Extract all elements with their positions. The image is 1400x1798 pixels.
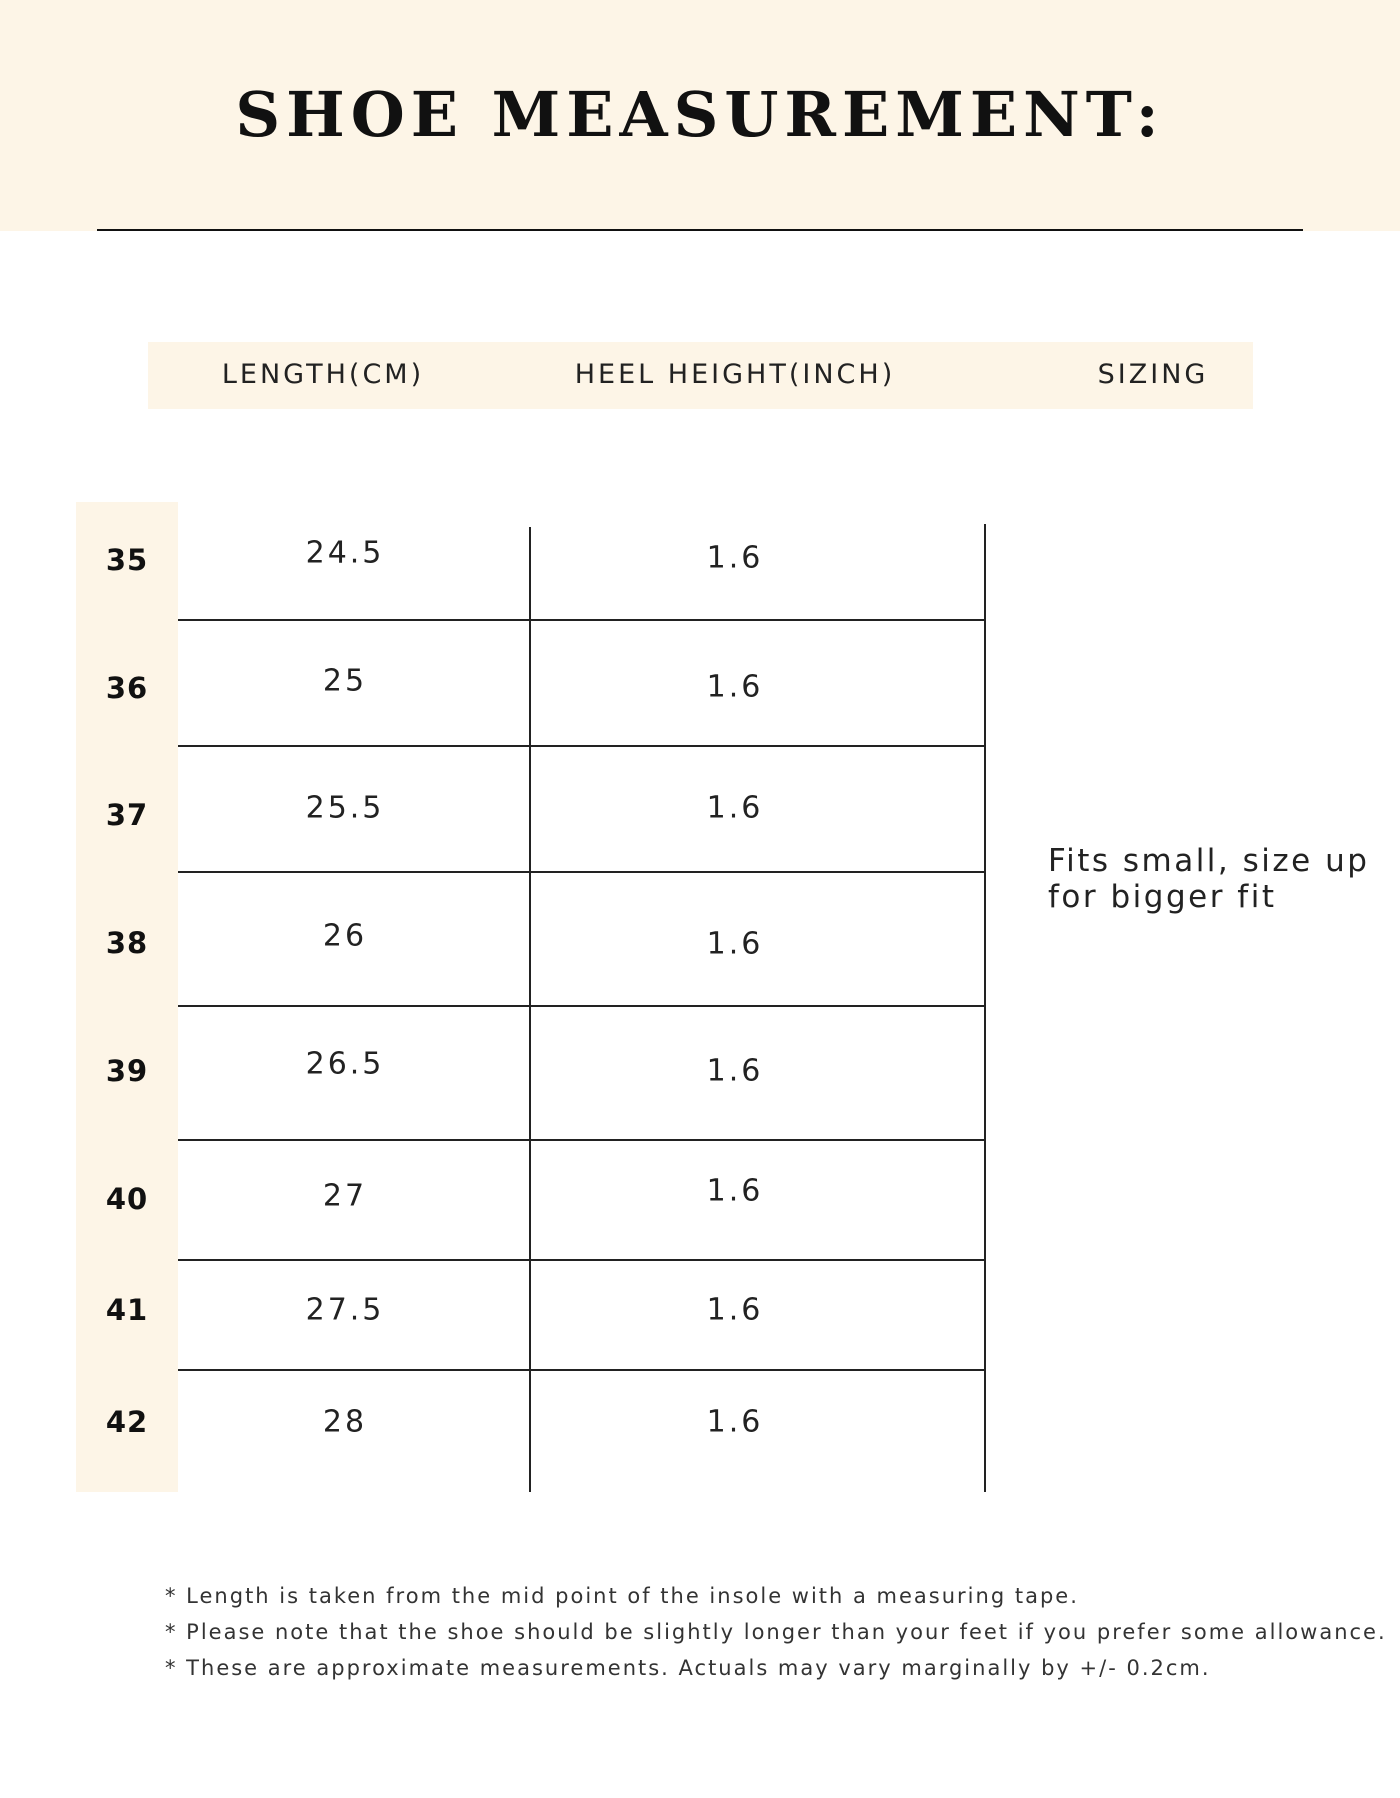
column-header-sizing: SIZING [1097, 359, 1209, 390]
length-cell: 27.5 [305, 1292, 385, 1328]
size-label: 37 [105, 798, 149, 832]
sizing-note: Fits small, size up for bigger fit [1048, 843, 1370, 915]
size-label: 36 [105, 671, 149, 705]
footnote: * Please note that the shoe should be slightly longer than your feet if you prefer some allowance. [165, 1620, 1387, 1644]
length-cell: 26.5 [305, 1046, 385, 1082]
row-divider [178, 1259, 986, 1261]
heel-height-cell: 1.6 [706, 926, 764, 962]
heel-height-cell: 1.6 [706, 669, 764, 705]
size-label: 40 [105, 1182, 149, 1216]
size-label: 35 [105, 543, 149, 577]
row-divider [178, 871, 986, 873]
heel-height-cell: 1.6 [706, 1292, 764, 1328]
row-divider [178, 619, 986, 621]
length-cell: 27 [322, 1178, 368, 1214]
heel-height-cell: 1.6 [706, 790, 764, 826]
size-label: 42 [105, 1405, 149, 1439]
column-divider-1 [529, 527, 531, 1492]
row-divider [178, 1005, 986, 1007]
length-cell: 28 [322, 1404, 368, 1440]
column-divider-2 [984, 524, 986, 1492]
row-divider [178, 1369, 986, 1371]
footnote: * These are approximate measurements. Actuals may vary marginally by +/- 0.2cm. [165, 1656, 1211, 1680]
size-label: 41 [105, 1293, 149, 1327]
size-label: 39 [105, 1054, 149, 1088]
heel-height-cell: 1.6 [706, 1173, 764, 1209]
length-cell: 25 [322, 663, 368, 699]
size-column-band [76, 502, 178, 1492]
column-header-length: LENGTH(CM) [221, 359, 425, 390]
heel-height-cell: 1.6 [706, 1404, 764, 1440]
footnote: * Length is taken from the mid point of the insole with a measuring tape. [165, 1584, 1079, 1608]
length-cell: 24.5 [305, 535, 385, 571]
size-label: 38 [105, 926, 149, 960]
length-cell: 26 [322, 918, 368, 954]
heel-height-cell: 1.6 [706, 1053, 764, 1089]
page-title: SHOE MEASUREMENT: [235, 78, 1165, 151]
title-divider [97, 229, 1303, 231]
length-cell: 25.5 [305, 790, 385, 826]
heel-height-cell: 1.6 [706, 540, 764, 576]
row-divider [178, 1139, 986, 1141]
footnotes [165, 1578, 1387, 1686]
column-header-heel-height: HEEL HEIGHT(INCH) [574, 359, 896, 390]
row-divider [178, 745, 986, 747]
